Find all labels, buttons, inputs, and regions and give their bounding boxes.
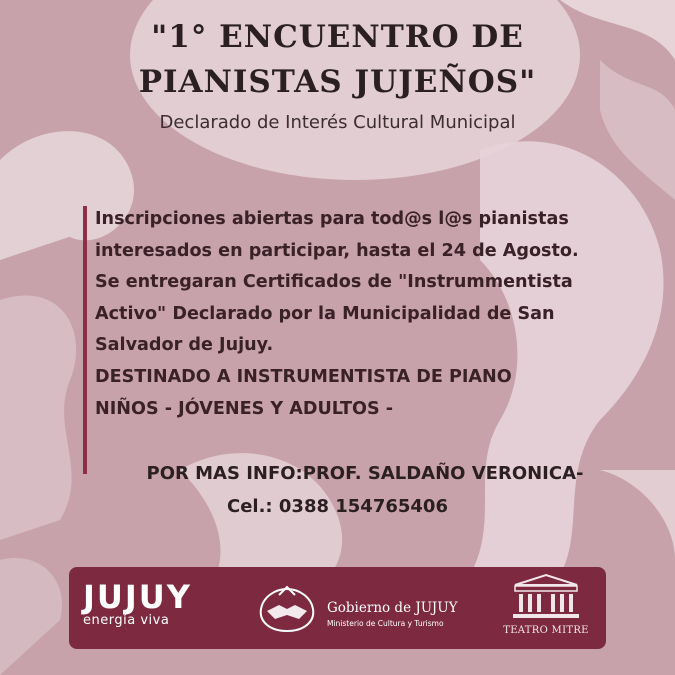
handshake-emblem-icon [253, 583, 321, 635]
contact-phone: Cel.: 0388 154765406 [227, 496, 448, 517]
info-block [95, 204, 655, 425]
accent-bar [83, 206, 87, 474]
contact-name: POR MAS INFO:PROF. SALDAÑO VERONICA- [146, 463, 584, 484]
event-title-line1: "1° ENCUENTRO DE [151, 19, 524, 55]
info-line: NIÑOS - JÓVENES Y ADULTOS - [95, 398, 394, 419]
info-line: Se entregaran Certificados de "Instrummentista [95, 272, 573, 293]
info-line: Activo" Declarado por la Municipalidad de San [95, 303, 555, 324]
jujuy-wordmark: JUJUY [83, 578, 192, 616]
info-line: Inscripciones abiertas para tod@s l@s pianistas [95, 209, 569, 229]
event-title-line2: PIANISTAS JUJEÑOS" [138, 64, 537, 100]
gobierno-jujuy-logo [253, 583, 473, 635]
info-line: DESTINADO A INSTRUMENTISTA DE PIANO [95, 366, 512, 387]
theater-building-icon [509, 573, 583, 623]
info-line: Salvador de Jujuy. [95, 335, 274, 356]
teatro-name: TEATRO MITRE [503, 625, 589, 636]
sponsor-footer [69, 567, 606, 649]
event-subtitle: Declarado de Interés Cultural Municipal [159, 112, 516, 133]
jujuy-tagline: energía viva [83, 613, 170, 628]
teatro-mitre-logo [501, 573, 591, 643]
info-line: interesados en participar, hasta el 24 de Agosto. [95, 240, 579, 261]
gobierno-name: Gobierno de JUJUY [327, 600, 458, 616]
jujuy-energia-viva-logo [83, 580, 192, 628]
gobierno-ministry: Ministerio de Cultura y Turismo [327, 619, 444, 628]
